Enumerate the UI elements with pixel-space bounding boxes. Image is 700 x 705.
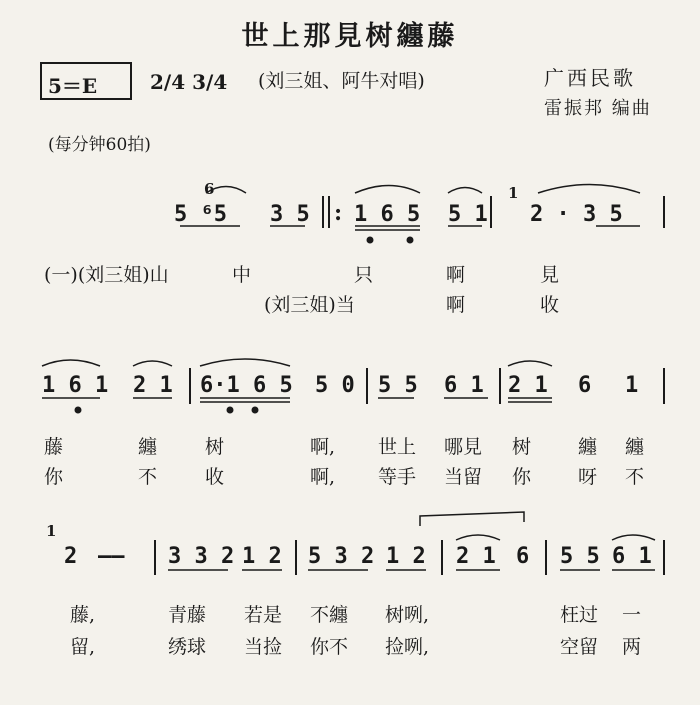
slur [355, 186, 420, 194]
lyric: 只 [354, 264, 374, 286]
tempo-marking: (每分钟60拍) [48, 135, 151, 155]
lyric: 树 [205, 436, 225, 458]
note-group: 1 2 [242, 544, 282, 569]
lyric: 中 [232, 264, 252, 286]
lyric: (一)(刘三姐)山 [44, 264, 169, 286]
slur [508, 361, 552, 366]
singer-roles: (刘三姐、阿牛对唱) [258, 70, 425, 92]
grace-note: 1 [46, 522, 57, 540]
octave-dot [228, 408, 233, 413]
lyric: 两 [622, 636, 642, 658]
note-group: 1 2 [386, 544, 426, 569]
octave-dot [408, 238, 413, 243]
lyric: 纏 [138, 436, 158, 458]
lyric: 哪見 [444, 436, 483, 458]
lyric: 绣球 [168, 636, 207, 658]
lyric: 枉过 [560, 604, 599, 626]
repeat-sign: : [334, 200, 343, 226]
slur [456, 535, 500, 540]
lyric: 当捡 [244, 636, 283, 658]
lyric: 纏 [578, 436, 598, 458]
note-group: —— [98, 544, 125, 569]
grace-note: 6 [204, 180, 215, 198]
note-group: 3 5 [270, 202, 310, 227]
lyric: 你 [44, 466, 64, 488]
lyric: 空留 [560, 636, 599, 658]
slur [538, 185, 640, 194]
lyric: (刘三姐)当 [264, 294, 355, 316]
lyric: 若是 [244, 604, 283, 626]
slur [200, 359, 290, 366]
note-group: 6 1 [612, 544, 652, 569]
octave-dot [253, 408, 258, 413]
lyric: 纏 [625, 436, 645, 458]
note-group: 1 6 5 [354, 202, 421, 227]
note-group: 6 [516, 544, 530, 569]
lyric: 树 [512, 436, 532, 458]
time-signature: 2/4 3/4 [150, 70, 228, 94]
lyric: 等手 [378, 466, 417, 488]
lyric: 收 [540, 294, 560, 316]
lyric: 啊, [310, 436, 336, 458]
note-group: 2 · 3 5 [530, 202, 623, 227]
lyric: 捡咧, [385, 636, 430, 658]
lyric: 你不 [310, 636, 349, 658]
grace-note: 1 [508, 184, 519, 202]
lyric: 不 [138, 466, 158, 488]
note-group: 6·1 6 5 [200, 373, 293, 398]
slur [42, 360, 100, 366]
lyric: 藤, [70, 604, 96, 626]
bracket [420, 512, 524, 526]
note-group: 5 1 [448, 202, 488, 227]
slur [448, 188, 482, 194]
note-group: 5 5 [560, 544, 600, 569]
note-group: 2 1 [508, 373, 548, 398]
lyric: 世上 [378, 436, 417, 458]
lyric: 一 [622, 604, 642, 626]
lyric: 当留 [444, 466, 483, 488]
song-source: 广西民歌 [544, 66, 636, 90]
lyric: 見 [540, 264, 560, 286]
note-group: 2 [64, 544, 78, 569]
note-group: 6 [578, 373, 592, 398]
slur [133, 361, 172, 366]
note-group: 5 5 [378, 373, 418, 398]
lyric: 你 [512, 466, 532, 488]
lyric: 青藤 [168, 604, 207, 626]
note-group: 5 0 [315, 373, 355, 398]
note-group: 6 1 [444, 373, 484, 398]
lyric: 树咧, [385, 604, 430, 626]
octave-dot [76, 408, 81, 413]
lyric: 藤 [44, 436, 64, 458]
lyric: 收 [205, 466, 225, 488]
octave-dot [368, 238, 373, 243]
note-group: 2 1 [456, 544, 496, 569]
lyric: 啊 [446, 294, 466, 316]
note-group: 1 6 1 [42, 373, 109, 398]
note-group: 5 3 2 [308, 544, 375, 569]
lyric: 啊 [446, 264, 466, 286]
lyric: 留, [70, 636, 96, 658]
lyric: 啊, [310, 466, 336, 488]
arranger: 雷振邦 编曲 [544, 98, 652, 119]
lyric: 不 [625, 466, 645, 488]
lyric: 不纏 [310, 604, 349, 626]
song-title: 世上那見树纏藤 [241, 21, 459, 52]
lyric: 呀 [578, 466, 598, 488]
note-group: 1 [625, 373, 639, 398]
note-group: 3 3 2 [168, 544, 235, 569]
note-group: 5 ⁶5 [174, 202, 227, 227]
slur [612, 535, 655, 540]
key-signature: 5＝E [48, 74, 98, 98]
note-group: 2 1 [133, 373, 173, 398]
